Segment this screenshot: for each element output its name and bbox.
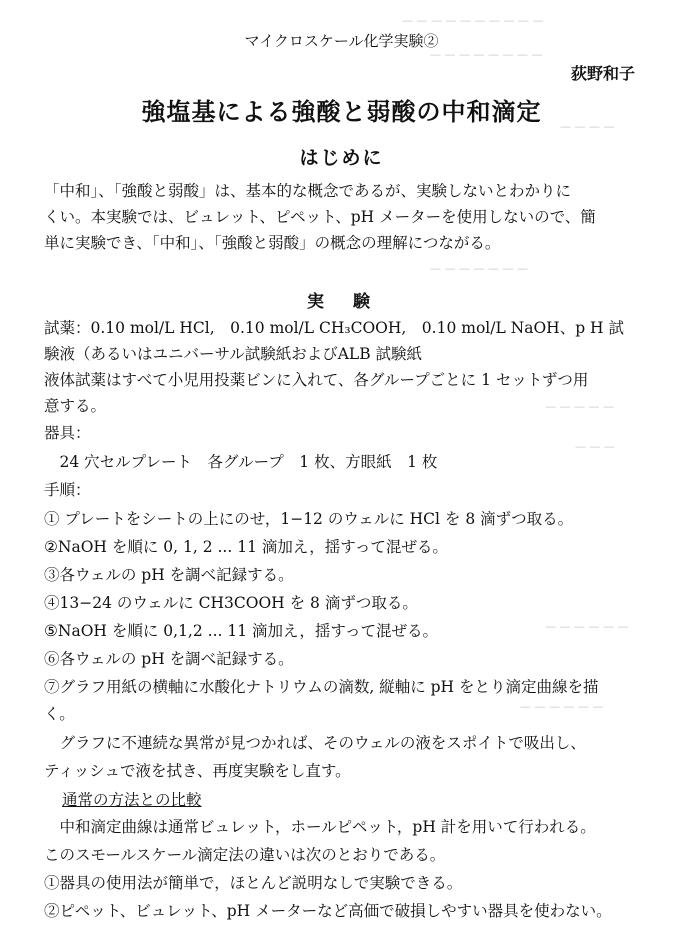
text-line: ①器具の使用法が簡単で，ほとんど説明なしで実験できる。 bbox=[44, 874, 463, 892]
show-through-text: — — — — — bbox=[545, 400, 614, 413]
show-through-text: — — — — — — bbox=[545, 620, 629, 633]
text-line: 液体試薬はすべて小児用投薬ビンに入れて、各グループごとに 1 セットずつ用 bbox=[44, 371, 589, 389]
show-through-text: — — — — — — — bbox=[430, 262, 528, 275]
procedure-step: ① プレートをシートの上にのせ，1−12 のウェルに HCl を 8 滴ずつ取る。 bbox=[44, 510, 574, 528]
procedure-step: ②NaOH を順に 0, 1, 2 ... 11 滴加え，揺すって混ぜる。 bbox=[44, 538, 448, 556]
show-through-text: — — — — bbox=[560, 120, 615, 133]
show-through-text: — — — — — — — — — — bbox=[402, 14, 544, 27]
procedure-step: く。 bbox=[44, 705, 75, 723]
text-line: くい。本実験では、ビュレット、ピペット、pH メーターを使用しないので、簡 bbox=[44, 208, 596, 226]
text-line: 試薬：0.10 mol/L HCl, 0.10 mol/L CH₃COOH, 0.10 mol/L NaOH、p H 試 bbox=[44, 319, 624, 337]
text-line: ②ピペット、ビュレット、pH メーターなど高価で破損しやすい器具を使わない。 bbox=[44, 902, 612, 920]
text-line: 験液（あるいはユニバーサル試験紙およびALB 試験紙 bbox=[44, 345, 423, 363]
text-line: 意する。 bbox=[44, 397, 107, 415]
procedure-step: ④13−24 のウェルに CH3COOH を 8 滴ずつ取る。 bbox=[44, 594, 418, 612]
show-through-text: — — — — — — — — bbox=[430, 48, 543, 61]
text-line: グラフに不連続な異常が見つかれば、そのウェルの液をスポイトで吸出し、 bbox=[44, 734, 586, 752]
procedure-step: ⑥各ウェルの pH を調べ記録する。 bbox=[44, 650, 294, 668]
author-name: 荻野和子 bbox=[570, 64, 635, 83]
text-line: 24 穴セルプレート 各グループ 1 枚、方眼紙 1 枚 bbox=[44, 453, 438, 471]
text-line: 中和滴定曲線は通常ビュレット，ホールピペット，pH 計を用いて行われる。 bbox=[44, 818, 596, 836]
text-line: ティッシュで液を拭き、再度実験をし直す。 bbox=[44, 762, 351, 780]
text-line: 手順： bbox=[44, 481, 91, 499]
show-through-text: — — — — — — bbox=[520, 700, 604, 713]
procedure-step: ⑦グラフ用紙の横軸に水酸化ナトリウムの滴数, 縦軸に pH をとり滴定曲線を描 bbox=[44, 678, 599, 696]
procedure-step: ③各ウェルの pH を調べ記録する。 bbox=[44, 566, 294, 584]
section-heading-comparison: 通常の方法との比較 bbox=[62, 791, 202, 809]
series-title: マイクロスケール化学実験② bbox=[244, 32, 439, 50]
section-heading-experiment: 実 験 bbox=[307, 292, 376, 312]
text-line: このスモールスケール滴定法の違いは次のとおりである。 bbox=[44, 846, 446, 864]
text-line: 「中和」、「強酸と弱酸」は、基本的な概念であるが、実験しないとわかりに bbox=[44, 182, 572, 200]
text-line: 器具： bbox=[44, 424, 91, 442]
procedure-step: ⑤NaOH を順に 0,1,2 ... 11 滴加え，揺すって混ぜる。 bbox=[44, 622, 439, 640]
page-title: 強塩基による強酸と弱酸の中和滴定 bbox=[141, 97, 542, 126]
text-line: 単に実験でき、「中和」、「強酸と弱酸」の概念の理解につながる。 bbox=[44, 234, 501, 252]
show-through-text: — — — bbox=[575, 440, 615, 453]
section-heading-intro: はじめに bbox=[299, 147, 384, 169]
